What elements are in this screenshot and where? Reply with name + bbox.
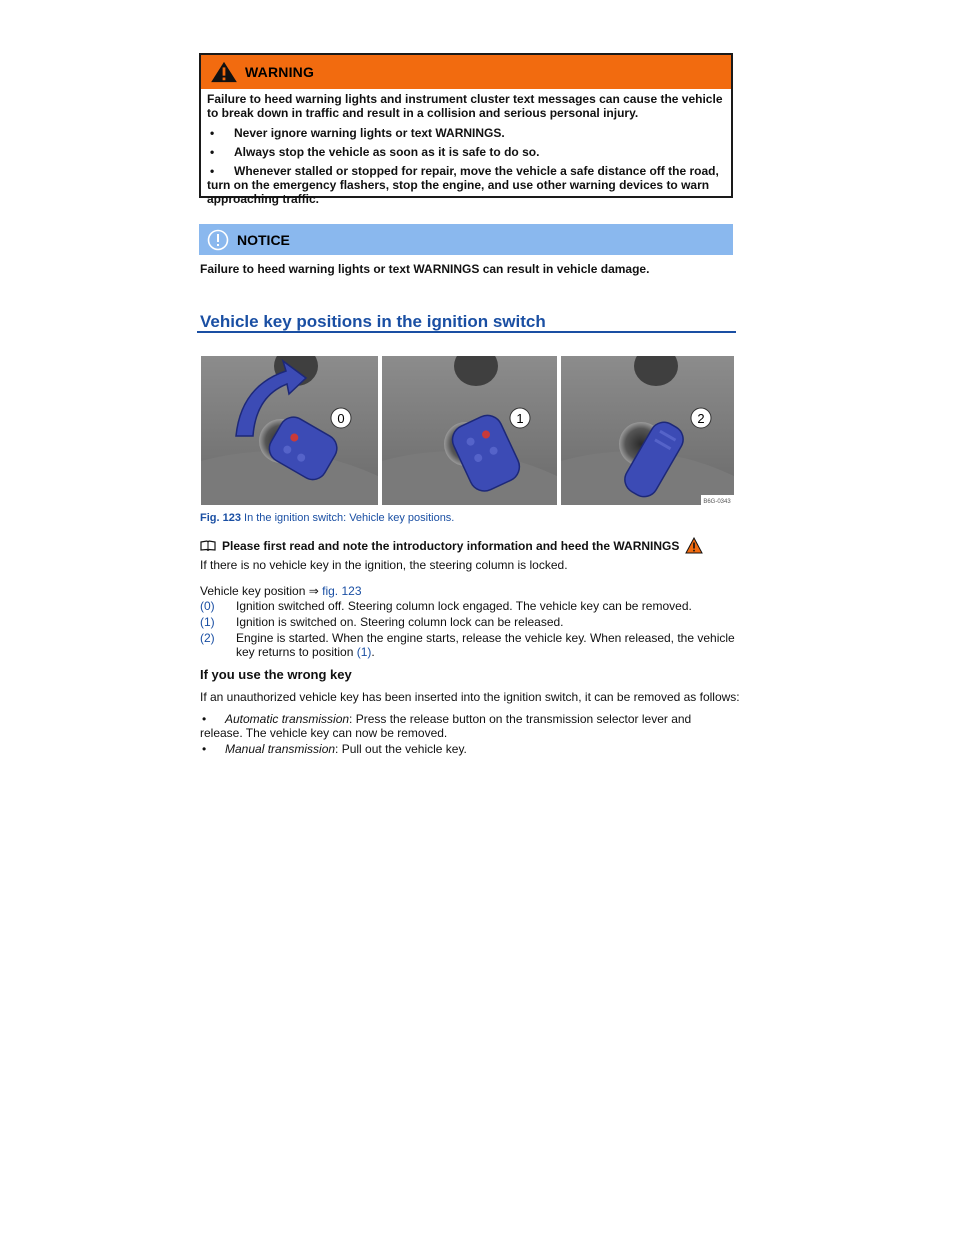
panel-label-2: 2 (697, 411, 705, 426)
figure-caption (200, 512, 454, 524)
warning-small-icon (685, 537, 703, 554)
notice-header (199, 224, 733, 255)
position-lead: Vehicle key position ⇒ fig. 123 (200, 584, 362, 598)
section-rule (197, 331, 736, 333)
warning-bullet: • Whenever stalled or stopped for repair, move the vehicle a safe distance off the road, turn on the emergency flashers, stop the engine, and use other warning devices to warn approaching traffic. (207, 164, 719, 206)
wrong-key-intro: If an unauthorized vehicle key has been inserted into the ignition switch, it can be removed as follows: (200, 690, 740, 704)
section-title: Vehicle key positions in the ignition switch (200, 312, 546, 331)
panel-label-1: 1 (516, 411, 524, 426)
notice-label: NOTICE (237, 231, 290, 248)
warning-triangle-icon (209, 61, 239, 83)
figure-panel-2 (561, 356, 734, 505)
read-first-line (200, 537, 703, 554)
warning-intro: Failure to heed warning lights and instrument cluster text messages can cause the vehicle to break down in traffic and result in a collision and serious personal injury. (207, 92, 723, 120)
position-link[interactable]: (1) (356, 645, 372, 659)
figure-caption-number: Fig. 123 (200, 512, 241, 524)
warning-bullet: • Never ignore warning lights or text WARNINGS. (210, 126, 505, 140)
read-first-text: Please first read and note the introductory information and heed the WARNINGS (222, 538, 680, 553)
figure-caption-text: In the ignition switch: Vehicle key positions. (240, 512, 455, 524)
notice-text: Failure to heed warning lights or text WARNINGS can result in vehicle damage. (200, 262, 650, 276)
bullet-manual: • Manual transmission: Pull out the vehicle key. (202, 742, 467, 756)
position-row-2: (2) Engine is started. When the engine starts, release the vehicle key. When released, the vehicle key returns to position (1). (200, 631, 735, 659)
warning-box (199, 53, 733, 206)
warning-header (201, 55, 731, 89)
locked-note: If there is no vehicle key in the ignition, the steering column is locked. (200, 558, 568, 572)
figure-code: B6G-0343 (703, 499, 731, 505)
position-row-1: (1) Ignition is switched on. Steering column lock can be released. (200, 615, 564, 629)
bullet-automatic: • Automatic transmission: Press the release button on the transmission selector lever and release. The vehicle key can now be removed. (200, 712, 692, 740)
warning-bullet: • Always stop the vehicle as soon as it is safe to do so. (210, 145, 540, 159)
notice-exclamation-icon (207, 229, 229, 251)
ignition-key-figure (201, 356, 734, 505)
fig-link[interactable]: fig. 123 (322, 584, 362, 598)
warning-label: WARNING (245, 64, 315, 80)
book-icon (200, 540, 216, 551)
figure-panel-1 (382, 356, 557, 505)
wrong-key-heading: If you use the wrong key (200, 667, 352, 682)
figure-panel-0 (201, 356, 378, 505)
position-row-0: (0) Ignition switched off. Steering column lock engaged. The vehicle key can be removed. (200, 599, 692, 613)
panel-label-0: 0 (337, 411, 345, 426)
